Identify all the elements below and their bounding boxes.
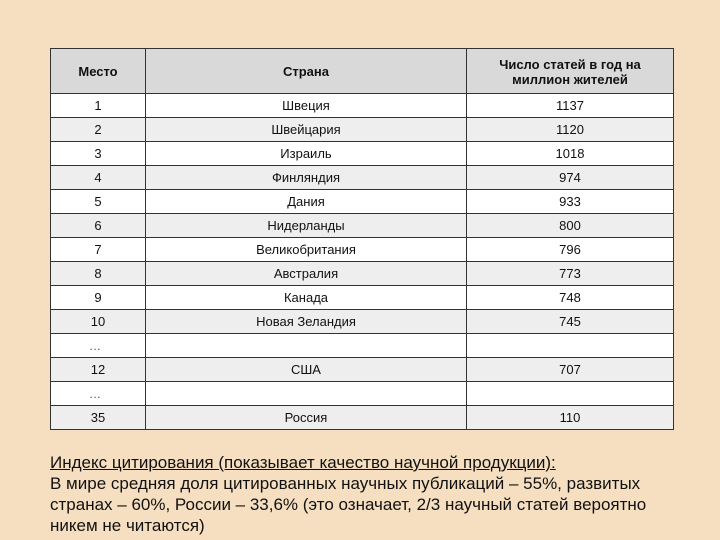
cell-country: Финляндия bbox=[146, 166, 467, 190]
citation-index-title: Индекс цитирования (показывает качество научной продукции): bbox=[50, 453, 556, 472]
cell-country: Новая Зеландия bbox=[146, 310, 467, 334]
cell-place: … bbox=[51, 382, 146, 406]
cell-place: 5 bbox=[51, 190, 146, 214]
cell-country: Россия bbox=[146, 406, 467, 430]
cell-count: 1120 bbox=[467, 118, 674, 142]
table-row bbox=[51, 142, 674, 166]
cell-place: 12 bbox=[51, 358, 146, 382]
table-row bbox=[51, 94, 674, 118]
cell-count: 1137 bbox=[467, 94, 674, 118]
table-row bbox=[51, 190, 674, 214]
cell-count: 1018 bbox=[467, 142, 674, 166]
cell-place: 7 bbox=[51, 238, 146, 262]
cell-country: США bbox=[146, 358, 467, 382]
table-row-ellipsis bbox=[51, 382, 674, 406]
table-row bbox=[51, 238, 674, 262]
cell-country: Швейцария bbox=[146, 118, 467, 142]
table-row bbox=[51, 358, 674, 382]
publications-ranking-table bbox=[50, 48, 674, 430]
cell-count: 933 bbox=[467, 190, 674, 214]
citation-index-note bbox=[50, 452, 690, 536]
cell-count: 796 bbox=[467, 238, 674, 262]
table-row bbox=[51, 214, 674, 238]
cell-country: Дания bbox=[146, 190, 467, 214]
header-articles-per-million: Число статей в год на миллион жителей bbox=[467, 49, 674, 94]
cell-place: 9 bbox=[51, 286, 146, 310]
cell-place: … bbox=[51, 334, 146, 358]
cell-place: 10 bbox=[51, 310, 146, 334]
header-country: Страна bbox=[146, 49, 467, 94]
table-row-ellipsis bbox=[51, 334, 674, 358]
cell-count: 745 bbox=[467, 310, 674, 334]
cell-country: Швеция bbox=[146, 94, 467, 118]
table-row bbox=[51, 166, 674, 190]
citation-table-container bbox=[50, 48, 673, 430]
cell-country: Канада bbox=[146, 286, 467, 310]
cell-count: 800 bbox=[467, 214, 674, 238]
table-row bbox=[51, 286, 674, 310]
cell-count: 707 bbox=[467, 358, 674, 382]
citation-index-text: В мире средняя доля цитированных научных публикаций – 55%, развитых странах – 60%, России – 33,6% (это означает, 2/3 научный статей вероятно никем не читаются) bbox=[50, 474, 647, 535]
header-place: Место bbox=[51, 49, 146, 94]
cell-place: 2 bbox=[51, 118, 146, 142]
cell-country: Великобритания bbox=[146, 238, 467, 262]
cell-place: 6 bbox=[51, 214, 146, 238]
table-header-row bbox=[51, 49, 674, 94]
cell-count: 974 bbox=[467, 166, 674, 190]
cell-place: 3 bbox=[51, 142, 146, 166]
cell-place: 8 bbox=[51, 262, 146, 286]
table-row bbox=[51, 406, 674, 430]
cell-count bbox=[467, 334, 674, 358]
cell-place: 4 bbox=[51, 166, 146, 190]
cell-country: Нидерланды bbox=[146, 214, 467, 238]
table-row bbox=[51, 262, 674, 286]
cell-country bbox=[146, 382, 467, 406]
cell-count: 748 bbox=[467, 286, 674, 310]
table-row bbox=[51, 310, 674, 334]
cell-country: Израиль bbox=[146, 142, 467, 166]
cell-country: Австралия bbox=[146, 262, 467, 286]
cell-country bbox=[146, 334, 467, 358]
cell-count: 773 bbox=[467, 262, 674, 286]
cell-place: 1 bbox=[51, 94, 146, 118]
cell-count bbox=[467, 382, 674, 406]
cell-place: 35 bbox=[51, 406, 146, 430]
cell-count: 110 bbox=[467, 406, 674, 430]
table-row bbox=[51, 118, 674, 142]
